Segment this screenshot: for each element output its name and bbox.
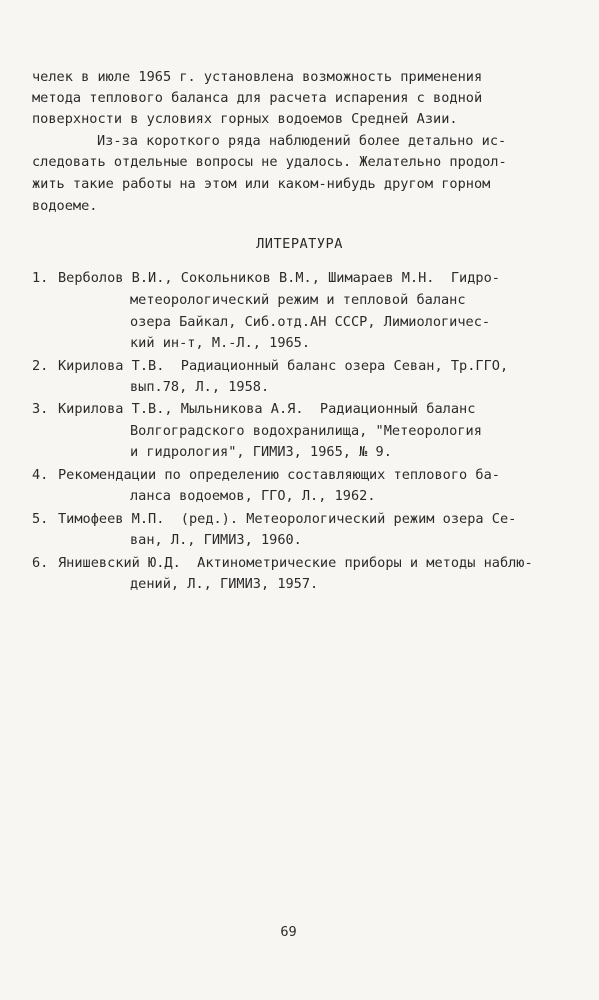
reference-line: Кирилова Т.В. Радиационный баланс озера Севан, Тр.ГГО, [58,358,509,374]
reference-number: 6. [32,555,49,571]
reference-number: 5. [32,511,49,527]
reference-number: 4. [32,467,49,483]
intro-line: Из-за короткого ряда наблюдений более детально ис- [97,133,507,149]
reference-line: Рекомендации по определению составляющих теплового ба- [58,467,500,483]
intro-line: поверхности в условиях горных водоемов Средней Азии. [32,111,458,127]
page-number: 69 [280,924,297,940]
reference-line: Верболов В.И., Сокольников В.М., Шимараев М.Н. Гидро- [58,270,500,286]
reference-number: 1. [32,270,49,286]
intro-line: водоеме. [32,198,98,214]
reference-line: озера Байкал, Сиб.отд.АН СССР, Лимиологичес- [130,314,491,330]
reference-line: Кирилова Т.В., Мыльникова А.Я. Радиационный баланс [58,401,476,417]
reference-line: ланса водоемов, ГГО, Л., 1962. [130,488,376,504]
intro-line: метода теплового баланса для расчета испарения с водной [32,90,483,106]
reference-line: дений, Л., ГИМИЗ, 1957. [130,576,319,592]
reference-line: Волгоградского водохранилища, "Метеорология [130,423,482,439]
reference-line: вып.78, Л., 1958. [130,379,270,395]
reference-line: Янишевский Ю.Д. Актинометрические приборы и методы наблю- [58,555,533,571]
reference-line: и гидрология", ГИМИЗ, 1965, № 9. [130,444,392,460]
intro-line: жить такие работы на этом или каком-нибудь другом горном [32,176,491,192]
references-heading: ЛИТЕРАТУРА [256,236,343,252]
reference-line: ван, Л., ГИМИЗ, 1960. [130,532,302,548]
reference-number: 3. [32,401,49,417]
intro-line: следовать отдельные вопросы не удалось. Желательно продол- [32,154,507,170]
reference-line: Тимофеев М.П. (ред.). Метеорологический режим озера Се- [58,511,517,527]
reference-number: 2. [32,358,49,374]
reference-line: метеорологический режим и тепловой баланс [130,292,466,308]
reference-line: кий ин-т, М.-Л., 1965. [130,335,311,351]
intro-line: челек в июле 1965 г. установлена возможность применения [32,69,483,85]
